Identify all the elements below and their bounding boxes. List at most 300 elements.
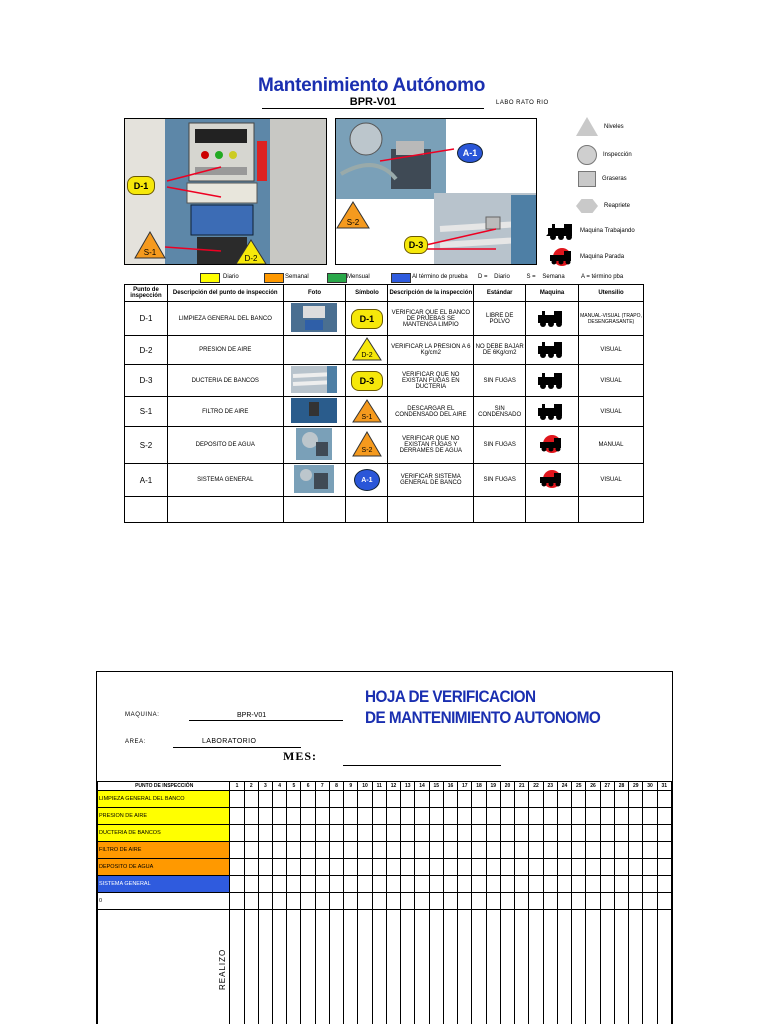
grid-cell[interactable] — [500, 876, 514, 893]
grid-cell[interactable] — [244, 893, 258, 910]
grid-cell[interactable] — [529, 842, 543, 859]
maquina-label: MAQUINA: — [125, 712, 160, 718]
row-standard: LIBRE DE POLVO — [474, 302, 526, 336]
grid-cell[interactable] — [358, 893, 372, 910]
mes-line[interactable] — [343, 765, 501, 766]
row-inspection: VERIFICAR QUE EL BANCO DE PRUEBAS SE MANTENGA LIMPIO — [388, 302, 474, 336]
grid-cell[interactable] — [372, 825, 386, 842]
grid-cell[interactable] — [329, 910, 343, 1024]
grid-cell[interactable] — [329, 859, 343, 876]
grid-cell[interactable] — [529, 910, 543, 1024]
grid-cell[interactable] — [386, 791, 400, 808]
grid-cell[interactable] — [415, 859, 429, 876]
grid-cell[interactable] — [557, 842, 571, 859]
grid-cell[interactable] — [657, 893, 671, 910]
grid-cell[interactable] — [500, 893, 514, 910]
grid-cell[interactable] — [472, 808, 486, 825]
row-photo — [283, 302, 346, 336]
grid-cell[interactable] — [329, 876, 343, 893]
grid-cell[interactable] — [657, 808, 671, 825]
grid-cell[interactable] — [386, 808, 400, 825]
grid-cell[interactable] — [600, 842, 614, 859]
grid-cell[interactable] — [273, 859, 287, 876]
grid-cell[interactable] — [486, 910, 500, 1024]
grid-cell[interactable] — [329, 791, 343, 808]
grid-cell[interactable] — [614, 876, 628, 893]
grid-cell[interactable] — [443, 893, 457, 910]
grid-cell[interactable] — [643, 825, 657, 842]
grid-cell[interactable] — [244, 808, 258, 825]
grid-cell[interactable] — [515, 859, 529, 876]
grid-cell[interactable] — [230, 876, 244, 893]
sheet-title — [365, 686, 600, 728]
grid-cell[interactable] — [515, 842, 529, 859]
grid-cell[interactable] — [258, 825, 272, 842]
freq-diario: Diario — [223, 274, 239, 280]
grid-cell[interactable] — [643, 910, 657, 1024]
grid-cell[interactable] — [443, 825, 457, 842]
grid-cell[interactable] — [415, 825, 429, 842]
grid-cell[interactable] — [358, 876, 372, 893]
grid-cell[interactable] — [258, 893, 272, 910]
grid-cell[interactable] — [572, 859, 586, 876]
row-code: D-2 — [125, 336, 168, 365]
grid-cell[interactable] — [543, 876, 557, 893]
grid-cell[interactable] — [629, 876, 643, 893]
grid-cell[interactable] — [401, 876, 415, 893]
grid-cell[interactable] — [372, 893, 386, 910]
grid-cell[interactable] — [315, 876, 329, 893]
day-header: 7 — [315, 782, 329, 791]
area-label: LABO RATO RIO — [496, 100, 549, 106]
grid-cell[interactable] — [500, 791, 514, 808]
grid-cell[interactable] — [629, 910, 643, 1024]
grid-cell[interactable] — [515, 893, 529, 910]
grid-cell[interactable] — [443, 842, 457, 859]
grid-cell[interactable] — [344, 825, 358, 842]
grid-cell[interactable] — [657, 791, 671, 808]
grid-cell[interactable] — [301, 791, 315, 808]
grid-cell[interactable] — [458, 808, 472, 825]
grid-cell[interactable] — [614, 808, 628, 825]
grid-cell[interactable] — [614, 791, 628, 808]
freq-key: D = Diario S = Semana A = término pba — [478, 274, 624, 280]
grid-cell[interactable] — [358, 859, 372, 876]
grid-cell[interactable] — [244, 791, 258, 808]
grid-cell[interactable] — [543, 910, 557, 1024]
grid-cell[interactable] — [258, 808, 272, 825]
grid-cell[interactable] — [401, 808, 415, 825]
grid-cell[interactable] — [515, 825, 529, 842]
grid-cell[interactable] — [600, 876, 614, 893]
grid-cell[interactable] — [329, 842, 343, 859]
grid-cell[interactable] — [344, 791, 358, 808]
row-inspection: VERIFICAR QUE NO EXISTAN FUGAS EN DUCTERIA — [388, 365, 474, 397]
grid-cell[interactable] — [486, 893, 500, 910]
grid-cell[interactable] — [315, 910, 329, 1024]
grid-cell[interactable] — [657, 825, 671, 842]
grid-cell[interactable] — [557, 791, 571, 808]
grid-cell[interactable] — [600, 825, 614, 842]
day-header: 26 — [586, 782, 600, 791]
grid-cell[interactable] — [572, 808, 586, 825]
grid-cell[interactable] — [230, 910, 244, 1024]
train-stopped-icon — [536, 435, 568, 453]
grid-cell[interactable] — [273, 910, 287, 1024]
grid-cell[interactable] — [472, 791, 486, 808]
grid-cell[interactable] — [529, 859, 543, 876]
grid-cell[interactable] — [572, 876, 586, 893]
grid-cell[interactable] — [586, 791, 600, 808]
grid-cell[interactable] — [273, 808, 287, 825]
day-header: 27 — [600, 782, 614, 791]
grid-cell[interactable] — [258, 876, 272, 893]
grid-cell[interactable] — [429, 876, 443, 893]
grid-cell[interactable] — [515, 791, 529, 808]
grid-cell[interactable] — [643, 791, 657, 808]
grid-cell[interactable] — [372, 910, 386, 1024]
grid-cell[interactable] — [458, 910, 472, 1024]
grid-cell[interactable] — [258, 859, 272, 876]
grid-cell[interactable] — [586, 842, 600, 859]
grid-cell[interactable] — [315, 842, 329, 859]
grid-cell[interactable] — [586, 825, 600, 842]
row-standard: SIN CONDENSADO — [474, 397, 526, 427]
legend-inspeccion — [577, 145, 632, 165]
grid-cell[interactable] — [572, 893, 586, 910]
grid-cell[interactable] — [273, 791, 287, 808]
grid-cell[interactable] — [415, 842, 429, 859]
day-header: 29 — [629, 782, 643, 791]
grid-cell[interactable] — [458, 876, 472, 893]
grid-cell[interactable] — [557, 910, 571, 1024]
grid-cell[interactable] — [358, 825, 372, 842]
grid-cell[interactable] — [443, 791, 457, 808]
grid-cell[interactable] — [458, 791, 472, 808]
grid-row — [98, 893, 672, 910]
grid-cell[interactable] — [372, 876, 386, 893]
grid-cell[interactable] — [600, 859, 614, 876]
grid-cell[interactable] — [287, 910, 301, 1024]
grid-cell[interactable] — [230, 842, 244, 859]
day-header: 8 — [329, 782, 343, 791]
grid-cell[interactable] — [344, 893, 358, 910]
grid-cell[interactable] — [629, 842, 643, 859]
grid-cell[interactable] — [429, 893, 443, 910]
grid-cell[interactable] — [486, 842, 500, 859]
grid-item-label: SISTEMA GENERAL — [98, 876, 230, 893]
legend-inspeccion-label: Inspección — [603, 152, 632, 158]
grid-cell[interactable] — [557, 893, 571, 910]
day-header: 11 — [372, 782, 386, 791]
grid-cell[interactable] — [287, 791, 301, 808]
grid-cell[interactable] — [586, 808, 600, 825]
grid-cell[interactable] — [614, 842, 628, 859]
train-working-icon — [536, 340, 568, 358]
grid-cell[interactable] — [629, 859, 643, 876]
symbol-s2: S-2 — [361, 447, 373, 454]
grid-cell[interactable] — [557, 808, 571, 825]
grid-cell[interactable] — [429, 910, 443, 1024]
marker-d3: D-3 — [404, 236, 428, 254]
grid-cell[interactable] — [586, 910, 600, 1024]
grid-cell[interactable] — [543, 825, 557, 842]
grid-cell[interactable] — [614, 825, 628, 842]
grid-cell[interactable] — [287, 842, 301, 859]
grid-cell[interactable] — [401, 825, 415, 842]
grid-cell[interactable] — [301, 910, 315, 1024]
grid-cell[interactable] — [543, 791, 557, 808]
grid-cell[interactable] — [429, 859, 443, 876]
grid-cell[interactable] — [358, 791, 372, 808]
col-punto: Punto de inspección — [125, 285, 168, 302]
grid-cell[interactable] — [315, 808, 329, 825]
grid-cell[interactable] — [472, 876, 486, 893]
grid-cell[interactable] — [329, 808, 343, 825]
grid-cell[interactable] — [486, 791, 500, 808]
grid-cell[interactable] — [629, 808, 643, 825]
grid-cell[interactable] — [287, 808, 301, 825]
grid-cell[interactable] — [287, 893, 301, 910]
grid-cell[interactable] — [515, 910, 529, 1024]
table-row — [125, 302, 644, 336]
grid-cell[interactable] — [315, 825, 329, 842]
grid-cell[interactable] — [529, 808, 543, 825]
grid-cell[interactable] — [344, 910, 358, 1024]
grid-cell[interactable] — [586, 893, 600, 910]
grid-cell[interactable] — [287, 876, 301, 893]
marker-s2-triangle — [336, 201, 370, 229]
grid-cell[interactable] — [657, 876, 671, 893]
grid-cell[interactable] — [443, 876, 457, 893]
grid-cell[interactable] — [643, 842, 657, 859]
day-header: 16 — [443, 782, 457, 791]
grid-cell[interactable] — [358, 808, 372, 825]
grid-cell[interactable] — [472, 825, 486, 842]
row-symbol — [346, 365, 388, 397]
grid-cell[interactable] — [515, 876, 529, 893]
grid-cell[interactable] — [230, 859, 244, 876]
grid-cell[interactable] — [358, 910, 372, 1024]
grid-cell[interactable] — [401, 842, 415, 859]
row-desc: SISTEMA GENERAL — [167, 464, 283, 497]
grid-cell[interactable] — [244, 825, 258, 842]
table-row-empty — [125, 497, 644, 523]
grid-cell[interactable] — [344, 808, 358, 825]
grid-cell[interactable] — [415, 876, 429, 893]
grid-cell[interactable] — [258, 910, 272, 1024]
grid-cell[interactable] — [443, 859, 457, 876]
grid-cell[interactable] — [572, 842, 586, 859]
grid-cell[interactable] — [543, 842, 557, 859]
grid-cell[interactable] — [372, 808, 386, 825]
grid-cell[interactable] — [600, 808, 614, 825]
grid-cell[interactable] — [429, 842, 443, 859]
grid-cell[interactable] — [244, 842, 258, 859]
grid-cell[interactable] — [372, 859, 386, 876]
grid-cell[interactable] — [230, 808, 244, 825]
grid-cell[interactable] — [386, 876, 400, 893]
grid-cell[interactable] — [458, 893, 472, 910]
grid-cell[interactable] — [529, 791, 543, 808]
grid-cell[interactable] — [287, 825, 301, 842]
grid-cell[interactable] — [586, 876, 600, 893]
grid-cell[interactable] — [230, 791, 244, 808]
grid-cell[interactable] — [472, 910, 486, 1024]
grid-cell[interactable] — [415, 910, 429, 1024]
grid-cell[interactable] — [273, 825, 287, 842]
grid-cell[interactable] — [486, 859, 500, 876]
grid-cell[interactable] — [557, 876, 571, 893]
grid-cell[interactable] — [372, 842, 386, 859]
grid-cell[interactable] — [258, 842, 272, 859]
grid-cell[interactable] — [586, 859, 600, 876]
grid-row — [98, 842, 672, 859]
grid-cell[interactable] — [614, 910, 628, 1024]
grid-cell[interactable] — [657, 910, 671, 1024]
grid-cell[interactable] — [629, 825, 643, 842]
grid-cell[interactable] — [258, 791, 272, 808]
grid-cell[interactable] — [315, 859, 329, 876]
grid-cell[interactable] — [358, 842, 372, 859]
row-inspection: VERIFICAR SISTEMA GENERAL DE BANCO — [388, 464, 474, 497]
grid-cell[interactable] — [415, 791, 429, 808]
grid-cell[interactable] — [643, 893, 657, 910]
grid-cell[interactable] — [315, 791, 329, 808]
grid-cell[interactable] — [458, 825, 472, 842]
grid-cell[interactable] — [301, 876, 315, 893]
grid-cell[interactable] — [572, 791, 586, 808]
triangle-icon — [576, 117, 598, 136]
grid-cell[interactable] — [301, 842, 315, 859]
grid-cell[interactable] — [572, 910, 586, 1024]
grid-cell[interactable] — [458, 842, 472, 859]
grid-cell[interactable] — [415, 893, 429, 910]
grid-cell[interactable] — [529, 825, 543, 842]
grid-cell[interactable] — [344, 842, 358, 859]
grid-cell[interactable] — [500, 859, 514, 876]
grid-item-label: DEPOSITO DE AGUA — [98, 859, 230, 876]
grid-cell[interactable] — [386, 842, 400, 859]
grid-cell[interactable] — [429, 808, 443, 825]
grid-cell[interactable] — [415, 808, 429, 825]
grid-cell[interactable] — [273, 876, 287, 893]
grid-cell[interactable] — [657, 859, 671, 876]
grid-cell[interactable] — [230, 893, 244, 910]
grid-cell[interactable] — [329, 893, 343, 910]
grid-cell[interactable] — [472, 893, 486, 910]
grid-cell[interactable] — [386, 859, 400, 876]
grid-cell[interactable] — [273, 842, 287, 859]
grid-cell[interactable] — [529, 893, 543, 910]
grid-cell[interactable] — [301, 859, 315, 876]
grid-cell[interactable] — [429, 825, 443, 842]
grid-cell[interactable] — [543, 893, 557, 910]
grid-cell[interactable] — [643, 808, 657, 825]
grid-cell[interactable] — [401, 859, 415, 876]
grid-cell[interactable] — [301, 893, 315, 910]
grid-cell[interactable] — [600, 791, 614, 808]
grid-cell[interactable] — [529, 876, 543, 893]
grid-cell[interactable] — [500, 842, 514, 859]
row-machine — [526, 336, 579, 365]
grid-cell[interactable] — [401, 893, 415, 910]
grid-cell[interactable] — [329, 825, 343, 842]
grid-cell[interactable] — [287, 859, 301, 876]
legend-parada — [546, 248, 624, 266]
grid-cell[interactable] — [301, 825, 315, 842]
grid-cell[interactable] — [657, 842, 671, 859]
grid-cell[interactable] — [614, 893, 628, 910]
grid-cell[interactable] — [386, 910, 400, 1024]
row-symbol — [346, 302, 388, 336]
grid-cell[interactable] — [543, 808, 557, 825]
grid-cell[interactable] — [629, 893, 643, 910]
grid-cell[interactable] — [372, 791, 386, 808]
grid-cell[interactable] — [572, 825, 586, 842]
grid-cell[interactable] — [315, 893, 329, 910]
grid-cell[interactable] — [500, 910, 514, 1024]
area-value[interactable]: LABORATORIO — [202, 738, 257, 745]
grid-cell[interactable] — [629, 791, 643, 808]
grid-cell[interactable] — [500, 825, 514, 842]
grid-cell[interactable] — [472, 842, 486, 859]
grid-cell[interactable] — [543, 859, 557, 876]
grid-cell[interactable] — [486, 825, 500, 842]
grid-cell[interactable] — [557, 859, 571, 876]
row-symbol — [346, 464, 388, 497]
grid-cell[interactable] — [386, 825, 400, 842]
row-utensil: MANUAL-VISUAL (TRAPO, DESENGRASANTE) — [579, 302, 644, 336]
grid-cell[interactable] — [401, 910, 415, 1024]
grid-cell[interactable] — [344, 876, 358, 893]
maquina-value[interactable]: BPR-V01 — [237, 712, 267, 719]
grid-cell[interactable] — [486, 808, 500, 825]
grid-cell[interactable] — [600, 893, 614, 910]
grid-cell[interactable] — [230, 825, 244, 842]
grid-cell[interactable] — [643, 876, 657, 893]
train-stopped-icon — [546, 248, 578, 266]
grid-cell[interactable] — [486, 876, 500, 893]
grid-cell[interactable] — [244, 876, 258, 893]
grid-cell[interactable] — [458, 859, 472, 876]
grid-cell[interactable] — [344, 859, 358, 876]
symbol-a1: A-1 — [354, 469, 380, 491]
grid-cell[interactable] — [273, 893, 287, 910]
row-symbol — [346, 427, 388, 464]
grid-cell[interactable] — [643, 859, 657, 876]
grid-cell[interactable] — [401, 791, 415, 808]
grid-cell[interactable] — [244, 859, 258, 876]
grid-cell[interactable] — [443, 910, 457, 1024]
grid-cell[interactable] — [557, 825, 571, 842]
grid-cell[interactable] — [472, 859, 486, 876]
grid-cell[interactable] — [386, 893, 400, 910]
grid-cell[interactable] — [244, 910, 258, 1024]
table-row — [125, 427, 644, 464]
grid-row — [98, 808, 672, 825]
grid-cell[interactable] — [614, 859, 628, 876]
day-header: 14 — [415, 782, 429, 791]
verification-sheet — [96, 671, 673, 1024]
grid-cell[interactable] — [301, 808, 315, 825]
grid-row — [98, 876, 672, 893]
grid-cell[interactable] — [515, 808, 529, 825]
grid-cell[interactable] — [429, 791, 443, 808]
grid-cell[interactable] — [500, 808, 514, 825]
grid-cell[interactable] — [443, 808, 457, 825]
grid-cell[interactable] — [600, 910, 614, 1024]
